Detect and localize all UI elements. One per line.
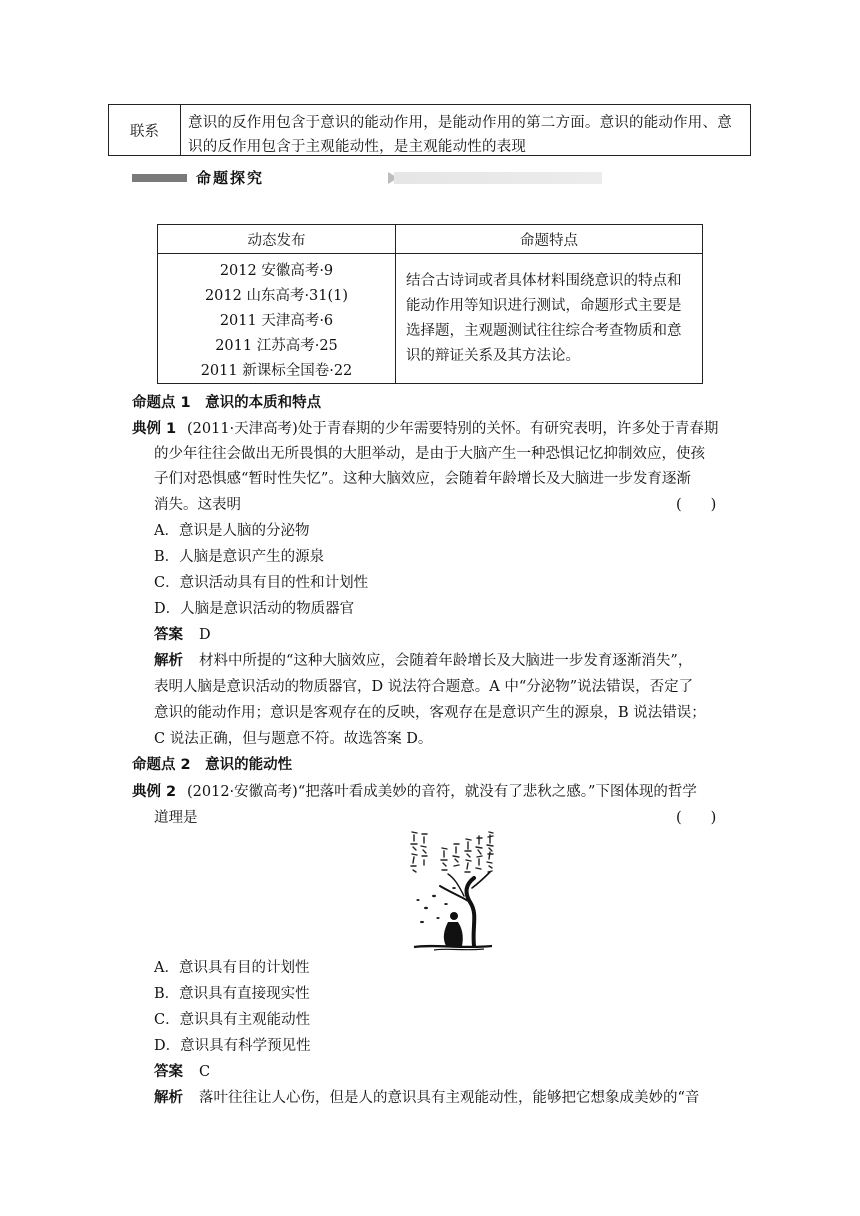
release-item: 2011 天津高考·6 xyxy=(219,313,334,329)
example1-option-b: B．人脑是意识产生的源泉 xyxy=(154,549,325,565)
exam-info-body xyxy=(158,254,702,384)
section-title: 命题探究 xyxy=(196,169,265,187)
example1-analysis-line-4: C 说法正确，但与题意不符。故选答案 D。 xyxy=(154,731,433,747)
example1-line-3: 子们对恐惧感“暂时性失忆”。这种大脑效应，会随着年龄增长及大脑进一步发育逐渐 xyxy=(154,471,691,487)
example2-answer: C xyxy=(199,1064,211,1080)
point1-title: 命题点 1 意识的本质和特点 xyxy=(132,395,322,411)
feature-line: 能动作用等知识进行测试，命题形式主要是 xyxy=(406,298,682,314)
feature-line: 选择题，主观题测试往往综合考查物质和意 xyxy=(406,323,682,339)
relation-content-line-1: 意识的反作用包含于意识的能动作用，是能动作用的第二方面。意识的能动作用、意 xyxy=(188,115,732,131)
features-cell xyxy=(396,254,702,384)
example2-analysis-label: 解析 xyxy=(154,1090,183,1106)
example2-line-2: 道理是 xyxy=(154,810,198,826)
release-item: 2011 新课标全国卷·22 xyxy=(200,363,353,379)
relation-content-line-2: 识的反作用包含于主观能动性，是主观能动性的表现 xyxy=(188,139,527,155)
example2-option-d: D．意识具有科学预见性 xyxy=(154,1038,311,1054)
example2-option-a: A．意识具有目的计划性 xyxy=(154,960,310,976)
example2-option-b: B．意识具有直接现实性 xyxy=(154,986,310,1002)
exam-info-table xyxy=(157,224,703,384)
relation-content xyxy=(181,105,750,155)
example1-line-2: 的少年往往会做出无所畏惧的大胆举动，是由于大脑产生一种恐惧记忆抑制效应，使孩 xyxy=(154,446,705,462)
example1-answer: D xyxy=(199,627,211,643)
example1-analysis-line-3: 意识的能动作用；意识是客观存在的反映，客观存在是意识产生的源泉，B 说法错误； xyxy=(154,705,706,721)
example1-line-1: (2011·天津高考)处于青春期的少年需要特别的关怀。有研究表明，许多处于青春期 xyxy=(187,421,719,437)
example2-answer-blank: ( ) xyxy=(676,810,717,826)
section-header xyxy=(132,170,470,186)
example2-option-c: C．意识具有主观能动性 xyxy=(154,1012,311,1028)
example1-analysis-line-1: 材料中所提的“这种大脑效应，会随着年龄增长及大脑进一步发育逐渐消失”， xyxy=(199,653,693,669)
exam-info-header xyxy=(158,225,702,254)
example1-analysis-label: 解析 xyxy=(154,653,183,669)
header-releases: 动态发布 xyxy=(158,225,396,253)
example1-line-4: 消失。这表明 xyxy=(154,497,241,513)
example2-line-1: (2012·安徽高考)“把落叶看成美妙的音符，就没有了悲秋之感。”下图体现的哲学 xyxy=(187,784,697,800)
header-features: 命题特点 xyxy=(520,232,578,249)
section-bar-dark xyxy=(132,174,187,182)
example1-answer-blank: ( ) xyxy=(676,497,717,513)
example1-analysis-line-2: 表明人脑是意识活动的物质器官，D 说法符合题意。A 中“分泌物”说法错误，否定了 xyxy=(154,679,694,695)
example1-option-a: A．意识是人脑的分泌物 xyxy=(154,523,310,539)
example2-label: 典例 2 xyxy=(132,784,177,800)
releases-cell xyxy=(158,254,396,384)
section-bar-light xyxy=(394,172,602,184)
example1-answer-label: 答案 xyxy=(154,627,183,643)
relation-table xyxy=(108,104,751,156)
example1-label: 典例 1 xyxy=(132,421,177,437)
feature-line: 结合古诗词或者具体材料围绕意识的特点和 xyxy=(406,273,682,289)
example2-answer-label: 答案 xyxy=(154,1064,183,1080)
example1-option-d: D．人脑是意识活动的物质器官 xyxy=(154,601,355,617)
release-item: 2012 山东高考·31(1) xyxy=(204,288,349,304)
relation-label: 联系 xyxy=(109,105,181,155)
example1-option-c: C．意识活动具有目的性和计划性 xyxy=(154,575,369,591)
point2-title: 命题点 2 意识的能动性 xyxy=(132,757,293,773)
ink-illustration xyxy=(404,826,496,952)
feature-line: 识的辩证关系及其方法论。 xyxy=(406,348,580,364)
example2-analysis-line: 落叶往往让人心伤，但是人的意识具有主观能动性，能够把它想象成美妙的“音 xyxy=(199,1090,700,1106)
release-item: 2011 江苏高考·25 xyxy=(215,338,338,354)
release-item: 2012 安徽高考·9 xyxy=(219,263,334,279)
